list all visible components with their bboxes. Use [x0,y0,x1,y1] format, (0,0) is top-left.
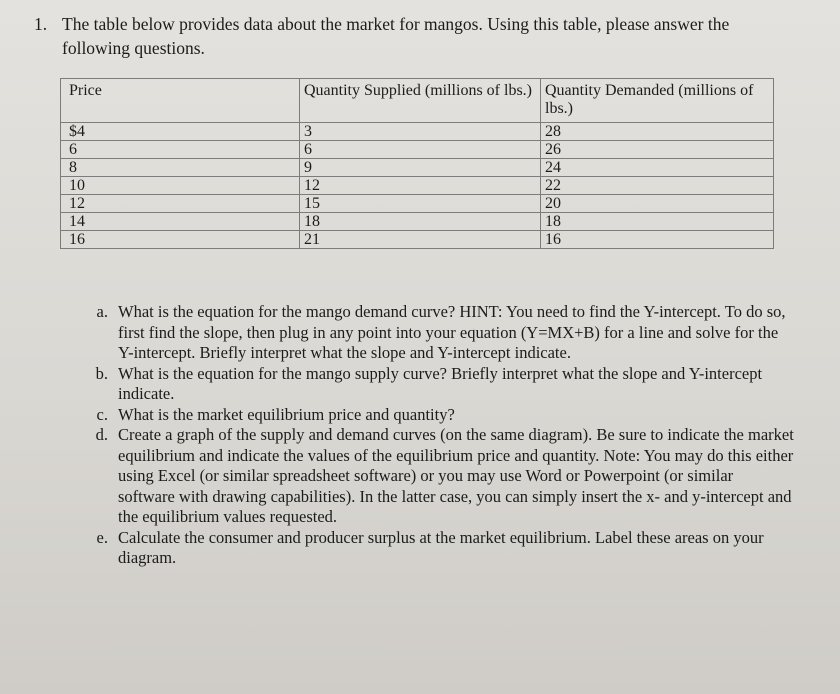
sub-question-label: a. [96,302,108,321]
supplied-cell: 3 [300,123,541,141]
sub-question-text: What is the equation for the mango supply curve? Briefly interpret what the slope and Y-intercept indicate. [118,363,763,403]
question-text: The table below provides data about the market for mangos. Using this table, please answer the following questions. [62,14,730,58]
sub-question-b [84,364,794,405]
sub-question-label: b. [95,363,108,383]
demanded-cell: 28 [541,123,774,141]
sub-question-text: What is the market equilibrium price and quantity? [118,404,455,424]
sub-question-a [84,302,794,364]
sub-question-text: What is the equation for the mango demand curve? HINT: You need to find the Y-intercept. To do so, first find the slope, then plug in any point into your equation (Y=MX+B) for a line and solve for the Y-intercept. Briefly interpret what the slope and Y-intercept indicate. [118,302,786,362]
table-row [61,231,774,249]
table-row [61,195,774,213]
table-row [61,213,774,231]
demanded-cell: 18 [541,213,774,231]
sub-question-e [84,528,794,569]
supplied-cell: 18 [300,213,541,231]
price-cell: 14 [61,213,300,231]
sub-question-label: d. [95,425,108,444]
sub-question-c [84,405,794,426]
header-quantity-supplied: Quantity Supplied (millions of lbs.) [300,79,541,123]
price-cell: 16 [61,231,300,249]
sub-question-d [84,425,794,528]
sub-question-list [84,302,794,569]
market-data-table [60,78,774,249]
sub-question-text: Calculate the consumer and producer surplus at the market equilibrium. Label these areas on your diagram. [118,527,764,567]
table-row [61,123,774,141]
sub-question-label: e. [96,527,108,547]
demanded-cell: 24 [541,159,774,177]
supplied-cell: 6 [300,141,541,159]
sub-question-label: c. [96,404,108,424]
header-price: Price [61,79,300,123]
table-header-row [61,79,774,123]
table-row [61,159,774,177]
price-cell: 6 [61,141,300,159]
supplied-cell: 21 [300,231,541,249]
question-number: 1. [34,14,48,34]
supplied-cell: 9 [300,159,541,177]
supplied-cell: 12 [300,177,541,195]
table-row [61,141,774,159]
price-cell: $4 [61,123,300,141]
demanded-cell: 22 [541,177,774,195]
supplied-cell: 15 [300,195,541,213]
sub-question-text: Create a graph of the supply and demand curves (on the same diagram). Be sure to indicate the market equilibrium and indicate the values of the equilibrium price and quantity. Note: You may do this either using Excel (or similar spreadsheet software) or you may use Word or Powerpoint (or similar software with drawing capabilities). In the latter case, you can simply insert the x- and y-intercept and the equilibrium values requested. [118,425,794,526]
demanded-cell: 26 [541,141,774,159]
demanded-cell: 16 [541,231,774,249]
price-cell: 10 [61,177,300,195]
price-cell: 8 [61,159,300,177]
demanded-cell: 20 [541,195,774,213]
price-cell: 12 [61,195,300,213]
header-quantity-demanded: Quantity Demanded (millions of lbs.) [541,79,774,123]
table-row [61,177,774,195]
